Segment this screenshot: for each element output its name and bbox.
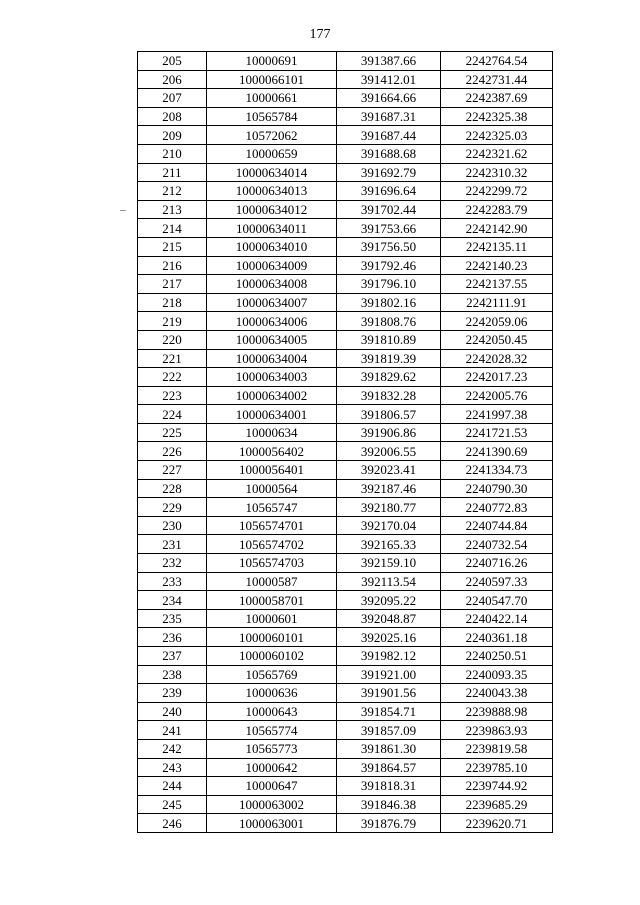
y-coordinate-cell: 2242387.69: [441, 89, 553, 108]
y-coordinate-cell: 2240597.33: [441, 572, 553, 591]
row-index-cell: 224: [138, 405, 207, 424]
y-coordinate-cell: 2242310.32: [441, 163, 553, 182]
table-row: [138, 368, 553, 387]
y-coordinate-cell: 2242142.90: [441, 219, 553, 238]
x-coordinate-cell: 391857.09: [337, 721, 441, 740]
y-coordinate-cell: 2239685.29: [441, 795, 553, 814]
row-index-cell: 243: [138, 758, 207, 777]
row-index-cell: 231: [138, 535, 207, 554]
x-coordinate-cell: 392170.04: [337, 516, 441, 535]
y-coordinate-cell: 2242325.38: [441, 107, 553, 126]
point-id-cell: 10000636: [207, 684, 337, 703]
row-index-cell: 210: [138, 144, 207, 163]
y-coordinate-cell: 2242299.72: [441, 182, 553, 201]
point-id-cell: 1000066101: [207, 70, 337, 89]
x-coordinate-cell: 391806.57: [337, 405, 441, 424]
x-coordinate-cell: 391982.12: [337, 647, 441, 666]
point-id-cell: 10000634010: [207, 237, 337, 256]
point-id-cell: 10000642: [207, 758, 337, 777]
point-id-cell: 10000587: [207, 572, 337, 591]
point-id-cell: 10000634005: [207, 330, 337, 349]
table-row: [138, 219, 553, 238]
row-index-cell: 218: [138, 293, 207, 312]
row-index-cell: 237: [138, 647, 207, 666]
row-index-cell: 245: [138, 795, 207, 814]
row-index-cell: 209: [138, 126, 207, 145]
point-id-cell: 10565784: [207, 107, 337, 126]
row-index-cell: 227: [138, 461, 207, 480]
y-coordinate-cell: 2240744.84: [441, 516, 553, 535]
point-id-cell: 1000063002: [207, 795, 337, 814]
row-index-cell: 229: [138, 498, 207, 517]
table-row: [138, 144, 553, 163]
y-coordinate-cell: 2242764.54: [441, 52, 553, 71]
row-index-cell: 216: [138, 256, 207, 275]
x-coordinate-cell: 391829.62: [337, 368, 441, 387]
coordinates-table-body: [138, 52, 553, 833]
point-id-cell: 10000634009: [207, 256, 337, 275]
table-row: [138, 665, 553, 684]
x-coordinate-cell: 391864.57: [337, 758, 441, 777]
x-coordinate-cell: 391854.71: [337, 702, 441, 721]
point-id-cell: 1000056401: [207, 461, 337, 480]
point-id-cell: 10000691: [207, 52, 337, 71]
row-index-cell: 234: [138, 591, 207, 610]
point-id-cell: 10565773: [207, 739, 337, 758]
scan-mark: [120, 210, 126, 211]
point-id-cell: 10000634004: [207, 349, 337, 368]
table-row: [138, 498, 553, 517]
point-id-cell: 10000643: [207, 702, 337, 721]
y-coordinate-cell: 2242111.91: [441, 293, 553, 312]
point-id-cell: 1000056402: [207, 442, 337, 461]
x-coordinate-cell: 392025.16: [337, 628, 441, 647]
y-coordinate-cell: 2242028.32: [441, 349, 553, 368]
table-row: [138, 814, 553, 833]
table-row: [138, 405, 553, 424]
table-row: [138, 516, 553, 535]
y-coordinate-cell: 2242135.11: [441, 237, 553, 256]
y-coordinate-cell: 2241721.53: [441, 423, 553, 442]
table-row: [138, 795, 553, 814]
point-id-cell: 10000634003: [207, 368, 337, 387]
x-coordinate-cell: 391753.66: [337, 219, 441, 238]
point-id-cell: 10000601: [207, 609, 337, 628]
row-index-cell: 233: [138, 572, 207, 591]
y-coordinate-cell: 2242140.23: [441, 256, 553, 275]
row-index-cell: 206: [138, 70, 207, 89]
x-coordinate-cell: 392165.33: [337, 535, 441, 554]
y-coordinate-cell: 2240422.14: [441, 609, 553, 628]
y-coordinate-cell: 2239620.71: [441, 814, 553, 833]
table-row: [138, 182, 553, 201]
y-coordinate-cell: 2242050.45: [441, 330, 553, 349]
y-coordinate-cell: 2242321.62: [441, 144, 553, 163]
table-row: [138, 386, 553, 405]
point-id-cell: 10000564: [207, 479, 337, 498]
point-id-cell: 10000634006: [207, 312, 337, 331]
table-row: [138, 684, 553, 703]
x-coordinate-cell: 391861.30: [337, 739, 441, 758]
y-coordinate-cell: 2242017.23: [441, 368, 553, 387]
point-id-cell: 1000060102: [207, 647, 337, 666]
point-id-cell: 10572062: [207, 126, 337, 145]
table-row: [138, 256, 553, 275]
table-row: [138, 330, 553, 349]
table-row: [138, 423, 553, 442]
table-row: [138, 535, 553, 554]
x-coordinate-cell: 392048.87: [337, 609, 441, 628]
y-coordinate-cell: 2240732.54: [441, 535, 553, 554]
row-index-cell: 208: [138, 107, 207, 126]
table-row: [138, 554, 553, 573]
row-index-cell: 228: [138, 479, 207, 498]
table-row: [138, 758, 553, 777]
table-row: [138, 275, 553, 294]
row-index-cell: 236: [138, 628, 207, 647]
y-coordinate-cell: 2242059.06: [441, 312, 553, 331]
point-id-cell: 10000634007: [207, 293, 337, 312]
row-index-cell: 205: [138, 52, 207, 71]
row-index-cell: 226: [138, 442, 207, 461]
y-coordinate-cell: 2240716.26: [441, 554, 553, 573]
point-id-cell: 10000661: [207, 89, 337, 108]
y-coordinate-cell: 2242731.44: [441, 70, 553, 89]
y-coordinate-cell: 2239819.58: [441, 739, 553, 758]
x-coordinate-cell: 392159.10: [337, 554, 441, 573]
table-row: [138, 739, 553, 758]
table-row: [138, 479, 553, 498]
table-row: [138, 107, 553, 126]
row-index-cell: 225: [138, 423, 207, 442]
y-coordinate-cell: 2242283.79: [441, 200, 553, 219]
row-index-cell: 242: [138, 739, 207, 758]
row-index-cell: 217: [138, 275, 207, 294]
row-index-cell: 232: [138, 554, 207, 573]
table-row: [138, 461, 553, 480]
row-index-cell: 246: [138, 814, 207, 833]
row-index-cell: 207: [138, 89, 207, 108]
row-index-cell: 211: [138, 163, 207, 182]
x-coordinate-cell: 391387.66: [337, 52, 441, 71]
point-id-cell: 1000063001: [207, 814, 337, 833]
row-index-cell: 215: [138, 237, 207, 256]
table-row: [138, 702, 553, 721]
point-id-cell: 1000060101: [207, 628, 337, 647]
row-index-cell: 219: [138, 312, 207, 331]
page-number: 177: [309, 27, 331, 42]
x-coordinate-cell: 391792.46: [337, 256, 441, 275]
point-id-cell: 10000647: [207, 777, 337, 796]
x-coordinate-cell: 391818.31: [337, 777, 441, 796]
point-id-cell: 10565774: [207, 721, 337, 740]
y-coordinate-cell: 2239744.92: [441, 777, 553, 796]
x-coordinate-cell: 391846.38: [337, 795, 441, 814]
row-index-cell: 221: [138, 349, 207, 368]
coordinates-table: [137, 51, 553, 833]
point-id-cell: 10565747: [207, 498, 337, 517]
x-coordinate-cell: 391688.68: [337, 144, 441, 163]
table-row: [138, 647, 553, 666]
row-index-cell: 230: [138, 516, 207, 535]
y-coordinate-cell: 2239863.93: [441, 721, 553, 740]
point-id-cell: 10000634012: [207, 200, 337, 219]
table-row: [138, 591, 553, 610]
x-coordinate-cell: 391692.79: [337, 163, 441, 182]
table-row: [138, 52, 553, 71]
row-index-cell: 223: [138, 386, 207, 405]
x-coordinate-cell: 392113.54: [337, 572, 441, 591]
x-coordinate-cell: 391808.76: [337, 312, 441, 331]
y-coordinate-cell: 2240361.18: [441, 628, 553, 647]
x-coordinate-cell: 391921.00: [337, 665, 441, 684]
x-coordinate-cell: 391687.44: [337, 126, 441, 145]
x-coordinate-cell: 391412.01: [337, 70, 441, 89]
y-coordinate-cell: 2239888.98: [441, 702, 553, 721]
x-coordinate-cell: 392095.22: [337, 591, 441, 610]
point-id-cell: 1056574701: [207, 516, 337, 535]
y-coordinate-cell: 2241390.69: [441, 442, 553, 461]
row-index-cell: 240: [138, 702, 207, 721]
x-coordinate-cell: 391901.56: [337, 684, 441, 703]
row-index-cell: 222: [138, 368, 207, 387]
x-coordinate-cell: 392006.55: [337, 442, 441, 461]
x-coordinate-cell: 391802.16: [337, 293, 441, 312]
point-id-cell: 1056574702: [207, 535, 337, 554]
x-coordinate-cell: 392187.46: [337, 479, 441, 498]
row-index-cell: 235: [138, 609, 207, 628]
table-row: [138, 442, 553, 461]
table-row: [138, 312, 553, 331]
y-coordinate-cell: 2240772.83: [441, 498, 553, 517]
row-index-cell: 238: [138, 665, 207, 684]
point-id-cell: 10000634008: [207, 275, 337, 294]
point-id-cell: 10000659: [207, 144, 337, 163]
y-coordinate-cell: 2241334.73: [441, 461, 553, 480]
row-index-cell: 213: [138, 200, 207, 219]
table-row: [138, 126, 553, 145]
point-id-cell: 10000634002: [207, 386, 337, 405]
x-coordinate-cell: 391756.50: [337, 237, 441, 256]
table-row: [138, 293, 553, 312]
y-coordinate-cell: 2240790.30: [441, 479, 553, 498]
row-index-cell: 244: [138, 777, 207, 796]
point-id-cell: 10000634013: [207, 182, 337, 201]
x-coordinate-cell: 391687.31: [337, 107, 441, 126]
x-coordinate-cell: 391696.64: [337, 182, 441, 201]
table-row: [138, 89, 553, 108]
y-coordinate-cell: 2239785.10: [441, 758, 553, 777]
y-coordinate-cell: 2242137.55: [441, 275, 553, 294]
point-id-cell: 10000634014: [207, 163, 337, 182]
table-row: [138, 349, 553, 368]
y-coordinate-cell: 2240547.70: [441, 591, 553, 610]
x-coordinate-cell: 391810.89: [337, 330, 441, 349]
row-index-cell: 241: [138, 721, 207, 740]
table-row: [138, 70, 553, 89]
y-coordinate-cell: 2240250.51: [441, 647, 553, 666]
row-index-cell: 239: [138, 684, 207, 703]
x-coordinate-cell: 391906.86: [337, 423, 441, 442]
y-coordinate-cell: 2242325.03: [441, 126, 553, 145]
x-coordinate-cell: 392023.41: [337, 461, 441, 480]
y-coordinate-cell: 2240043.38: [441, 684, 553, 703]
table-row: [138, 721, 553, 740]
table-row: [138, 628, 553, 647]
x-coordinate-cell: 391702.44: [337, 200, 441, 219]
table-row: [138, 163, 553, 182]
point-id-cell: 10000634: [207, 423, 337, 442]
y-coordinate-cell: 2240093.35: [441, 665, 553, 684]
row-index-cell: 220: [138, 330, 207, 349]
table-row: [138, 609, 553, 628]
table-row: [138, 572, 553, 591]
x-coordinate-cell: 392180.77: [337, 498, 441, 517]
table-row: [138, 237, 553, 256]
point-id-cell: 10000634001: [207, 405, 337, 424]
point-id-cell: 10000634011: [207, 219, 337, 238]
x-coordinate-cell: 391832.28: [337, 386, 441, 405]
table-row: [138, 200, 553, 219]
y-coordinate-cell: 2242005.76: [441, 386, 553, 405]
point-id-cell: 10565769: [207, 665, 337, 684]
point-id-cell: 1000058701: [207, 591, 337, 610]
x-coordinate-cell: 391664.66: [337, 89, 441, 108]
y-coordinate-cell: 2241997.38: [441, 405, 553, 424]
point-id-cell: 1056574703: [207, 554, 337, 573]
row-index-cell: 212: [138, 182, 207, 201]
x-coordinate-cell: 391819.39: [337, 349, 441, 368]
row-index-cell: 214: [138, 219, 207, 238]
x-coordinate-cell: 391876.79: [337, 814, 441, 833]
x-coordinate-cell: 391796.10: [337, 275, 441, 294]
table-row: [138, 777, 553, 796]
